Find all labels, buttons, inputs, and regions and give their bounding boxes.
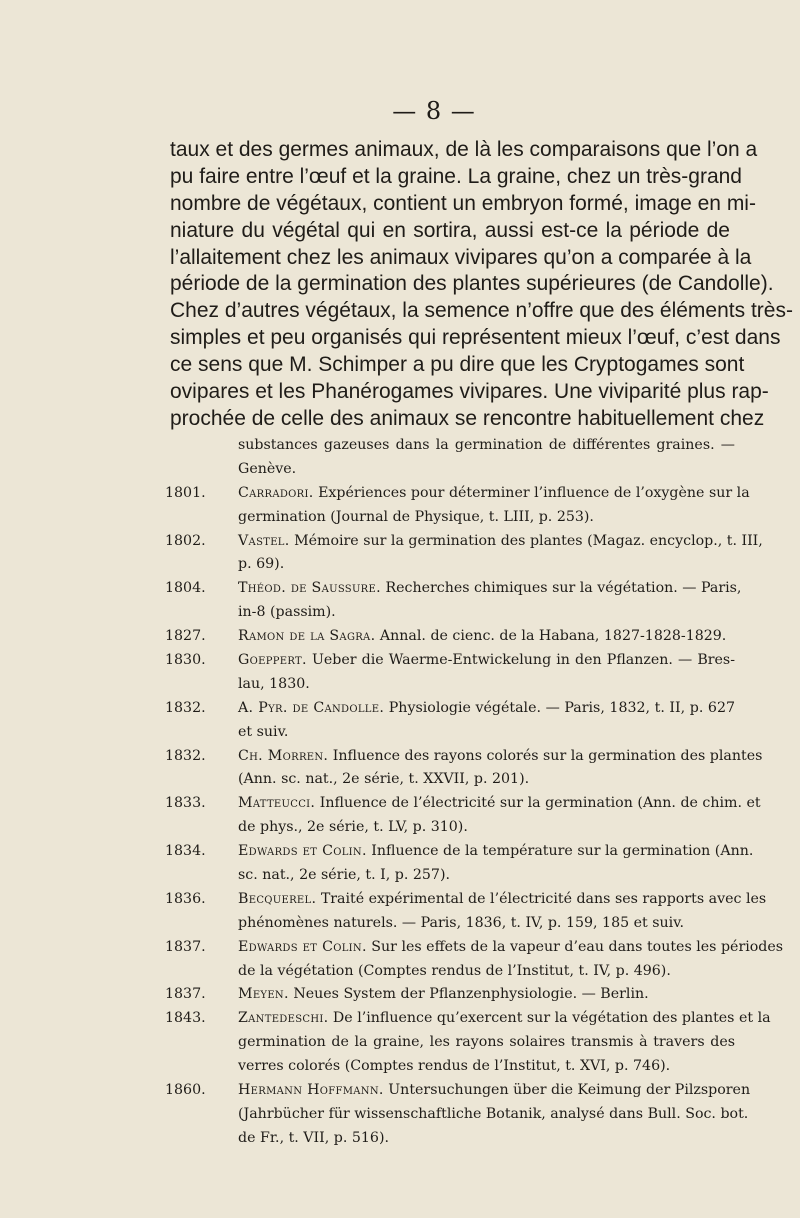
- entry-year: 1836.: [165, 890, 206, 907]
- entry-author: A. Pyr. de Candolle.: [238, 699, 385, 716]
- body-paragraph: [170, 137, 793, 433]
- entry-author: Zantedeschi.: [238, 1010, 329, 1027]
- bibliography-entry: [165, 888, 767, 936]
- entry-text: Influence de l’électricité sur la germination (Ann. de chim. et: [319, 795, 761, 812]
- page-number: — 8 —: [392, 97, 476, 125]
- entry-year: 1833.: [165, 795, 206, 812]
- entry-author: Ramon de la Sagra.: [238, 628, 376, 645]
- entry-line: [238, 553, 735, 577]
- entry-line: [238, 530, 763, 554]
- entry-year: 1827.: [165, 628, 206, 645]
- entry-text: de Fr., t. VII, p. 516).: [238, 1129, 390, 1146]
- entry-year: 1832.: [165, 747, 206, 764]
- entry-author: Théod. de Saussure.: [238, 580, 381, 597]
- bibliography-entry: [165, 936, 784, 984]
- body-line: pu faire entre l’œuf et la graine. La graine, chez un très-grand: [170, 164, 742, 188]
- body-line: nombre de végétaux, contient un embryon formé, image en mi-: [170, 191, 756, 215]
- entry-text: (Jahrbücher für wissenschaftliche Botanik, analysé dans Bull. Soc. bot.: [238, 1105, 749, 1122]
- entry-line: [238, 912, 735, 936]
- entry-text: Influence des rayons colorés sur la germination des plantes: [332, 747, 763, 764]
- entry-line: [238, 1079, 751, 1103]
- bibliography-entry: [165, 649, 735, 697]
- entry-line: [238, 768, 735, 792]
- entry-text: Sur les effets de la vapeur d’eau dans toutes les périodes: [371, 938, 784, 955]
- entry-line: [238, 1055, 735, 1079]
- bibliography-entry: [165, 1007, 771, 1079]
- bibliography-entry: [165, 840, 754, 888]
- entry-text: Neues System der Pflanzenphysiologie. — Berlin.: [293, 986, 649, 1003]
- entry-line: [238, 1127, 735, 1151]
- entry-text: in-8 (passim).: [238, 604, 336, 621]
- entry-text: (Ann. sc. nat., 2e série, t. XXVII, p. 201).: [238, 771, 530, 788]
- entry-line: [238, 506, 735, 530]
- entry-line: [238, 888, 767, 912]
- entry-line: [238, 673, 735, 697]
- entry-line: [238, 840, 754, 864]
- entry-author: Edwards et Colin.: [238, 843, 367, 860]
- entry-line: [238, 792, 761, 816]
- entry-line: [238, 936, 784, 960]
- entry-text: Recherches chimiques sur la végétation. — Paris,: [385, 580, 742, 597]
- body-line: prochée de celle des animaux se rencontre habituellement chez: [170, 406, 765, 430]
- entry-author: Vastel.: [238, 532, 290, 549]
- body-line: ce sens que M. Schimper a pu dire que les Cryptogames sont: [170, 353, 745, 377]
- entry-author: Hermann Hoffmann.: [238, 1082, 384, 1099]
- entry-text: phénomènes naturels. — Paris, 1836, t. IV, p. 159, 185 et suiv.: [238, 914, 685, 931]
- entry-author: Becquerel.: [238, 890, 317, 907]
- entry-line: [238, 745, 763, 769]
- entry-text: Genève.: [238, 460, 297, 477]
- bibliography-entry: [165, 482, 750, 530]
- entry-text: Physiologie végétale. — Paris, 1832, t. II, p. 627: [388, 699, 735, 716]
- entry-text: Ueber die Waerme-Entwickelung in den Pflanzen. — Bres-: [311, 652, 735, 669]
- entry-line: [238, 577, 742, 601]
- entry-text: Untersuchungen über die Keimung der Pilzsporen: [388, 1082, 751, 1099]
- entry-line: [238, 434, 735, 458]
- entry-line: [238, 482, 750, 506]
- entry-year: 1802.: [165, 532, 206, 549]
- bibliography-entry: [165, 983, 735, 1007]
- bibliography-entry: [165, 1079, 751, 1151]
- entry-year: 1837.: [165, 986, 206, 1003]
- bibliography-entry: [165, 697, 735, 745]
- bibliography-entry: [165, 530, 763, 578]
- entry-text: Traité expérimental de l’électricité dans ses rapports avec les: [320, 890, 767, 907]
- entry-line: [238, 458, 735, 482]
- entry-text: et suiv.: [238, 723, 289, 740]
- entry-text: lau, 1830.: [238, 675, 310, 692]
- body-line: ovipares et les Phanérogames vivipares. Une viviparité plus rap-: [170, 380, 769, 404]
- entry-year: 1830.: [165, 652, 206, 669]
- entry-year: 1834.: [165, 843, 206, 860]
- bibliography-entry: [165, 745, 763, 793]
- body-line: niature du végétal qui en sortira, aussi est-ce la période de: [170, 218, 730, 242]
- entry-text: Annal. de cienc. de la Habana, 1827-1828-1829.: [379, 628, 727, 645]
- body-line: période de la germination des plantes supérieures (de Candolle).: [170, 272, 774, 296]
- entry-text: De l’influence qu’exercent sur la végétation des plantes et la: [332, 1010, 771, 1027]
- entry-year: 1837.: [165, 938, 206, 955]
- entry-line: [238, 1007, 771, 1031]
- entry-line: [238, 697, 735, 721]
- entry-year: 1832.: [165, 699, 206, 716]
- entry-line: [238, 816, 735, 840]
- entry-year: 1801.: [165, 484, 206, 501]
- body-line: taux et des germes animaux, de là les comparaisons que l’on a: [170, 138, 758, 161]
- entry-line: [238, 960, 735, 984]
- entry-line: [238, 1103, 749, 1127]
- bibliography-entry: [165, 577, 742, 625]
- entry-year: 1860.: [165, 1082, 206, 1099]
- body-line: Chez d’autres végétaux, la semence n’offre que des éléments très-: [170, 299, 793, 323]
- entry-line: [238, 864, 735, 888]
- entry-text: Expériences pour déterminer l’influence de l’oxygène sur la: [318, 484, 750, 501]
- entry-text: verres colorés (Comptes rendus de l’Institut, t. XVI, p. 746).: [238, 1058, 671, 1075]
- entry-text: de phys., 2e série, t. LV, p. 310).: [238, 819, 468, 836]
- entry-line: [238, 1031, 735, 1055]
- entry-text: Mémoire sur la germination des plantes (Magaz. encyclop., t. III,: [294, 532, 763, 549]
- bibliography-list: [165, 434, 784, 1151]
- entry-text: de la végétation (Comptes rendus de l’Institut, t. IV, p. 496).: [238, 962, 671, 979]
- entry-line: [238, 983, 735, 1007]
- entry-text: germination (Journal de Physique, t. LIII, p. 253).: [238, 508, 594, 525]
- entry-text: germination de la graine, les rayons solaires transmis à travers des: [238, 1034, 735, 1051]
- entry-line: [238, 601, 735, 625]
- bibliography-entry: [165, 625, 735, 649]
- entry-text: sc. nat., 2e série, t. I, p. 257).: [238, 867, 450, 884]
- entry-author: Meyen.: [238, 986, 289, 1003]
- entry-author: Edwards et Colin.: [238, 938, 367, 955]
- entry-text: p. 69).: [238, 556, 285, 573]
- entry-line: [238, 649, 735, 673]
- entry-author: Matteucci.: [238, 795, 316, 812]
- body-line: l’allaitement chez les animaux vivipares qu’on a comparée à la: [170, 245, 752, 269]
- entry-author: Carradori.: [238, 484, 314, 501]
- body-line: simples et peu organisés qui représentent mieux l’œuf, c’est dans: [170, 326, 781, 350]
- entry-year: 1804.: [165, 580, 206, 597]
- entry-line: [238, 625, 735, 649]
- entry-text: Influence de la température sur la germination (Ann.: [371, 843, 754, 860]
- entry-text: substances gazeuses dans la germination de différentes graines. —: [238, 437, 735, 453]
- entry-author: Goeppert.: [238, 652, 307, 669]
- entry-year: 1843.: [165, 1010, 206, 1027]
- entry-author: Ch. Morren.: [238, 747, 329, 764]
- bibliography-entry: [165, 434, 735, 482]
- entry-line: [238, 721, 735, 745]
- bibliography-entry: [165, 792, 761, 840]
